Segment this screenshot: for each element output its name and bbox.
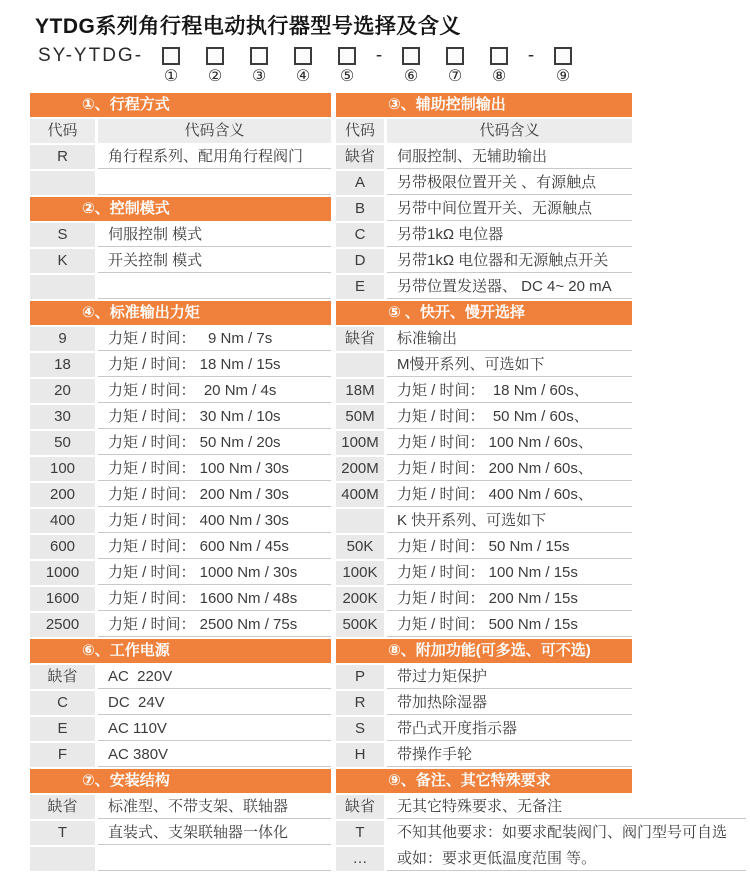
table-row [30,145,331,169]
code-cell: 18 [30,353,95,377]
model-digit-box [446,47,464,65]
code-cell: 100K [336,561,384,585]
desc-cell: AC 110V [98,717,331,741]
desc-cell: AC 220V [98,665,331,689]
model-digit-box [490,47,508,65]
desc-cell: 带操作手轮 [387,743,632,767]
table-row [336,613,632,637]
model-prefix: SY-YTDG- [38,45,144,66]
code-cell: 1000 [30,561,95,585]
desc-cell: 力矩 / 时间： 100 Nm / 15s [387,561,632,585]
table-row [30,379,331,403]
desc-cell: 伺服控制 模式 [98,223,331,247]
model-digit-slot [149,46,193,85]
table-row [30,249,331,273]
table-row [336,405,632,429]
desc-cell: 角行程系列、配用角行程阀门 [98,145,331,169]
table-row [30,821,331,845]
desc-cell: 力矩 / 时间： 18 Nm / 15s [98,353,331,377]
model-digit-box [206,47,224,65]
model-digit-slot [477,46,521,85]
desc-cell: 力矩 / 时间： 30 Nm / 10s [98,405,331,429]
code-cell: 400 [30,509,95,533]
code-cell: … [336,847,384,871]
table-row [336,353,632,377]
code-cell: 400M [336,483,384,507]
desc-cell: 力矩 / 时间： 20 Nm / 4s [98,379,331,403]
desc-cell: 开关控制 模式 [98,249,331,273]
table-row [336,223,632,247]
table-row [30,405,331,429]
code-cell: D [336,249,384,273]
section-title: ③、辅助控制输出 [388,96,506,113]
model-digit-box [338,47,356,65]
desc-cell: 力矩 / 时间： 1000 Nm / 30s [98,561,331,585]
section-title: ⑨、备注、其它特殊要求 [388,772,551,789]
desc-cell: 力矩 / 时间： 18 Nm / 60s、 [387,379,632,403]
code-cell: B [336,197,384,221]
desc-cell: K 快开系列、可选如下 [387,509,632,533]
desc-cell: 另带极限位置开关 、有源触点 [387,171,632,195]
table-row [30,327,331,351]
desc-cell: 带凸式开度指示器 [387,717,632,741]
table-row [30,743,331,767]
code-cell: T [30,821,95,845]
table-row [336,275,632,299]
desc-cell: 力矩 / 时间： 200 Nm / 15s [387,587,632,611]
desc-cell: DC 24V [98,691,331,715]
code-cell [336,353,384,377]
model-dash: - [375,45,383,66]
table-row [30,457,331,481]
desc-cell: 力矩 / 时间： 200 Nm / 60s、 [387,457,632,481]
code-cell: S [30,223,95,247]
code-cell: R [30,145,95,169]
model-digit-box [162,47,180,65]
code-cell: T [336,821,384,845]
desc-cell: 标准型、不带支架、联轴器 [98,795,331,819]
code-cell: 50 [30,431,95,455]
code-cell: 50K [336,535,384,559]
section-header-row [336,639,632,663]
section-header-row [336,301,632,325]
code-cell: C [30,691,95,715]
code-cell: 9 [30,327,95,351]
section-title: ⑥、工作电源 [82,642,170,659]
table-row [336,587,632,611]
table-row [30,223,331,247]
desc-cell [98,847,331,871]
desc-cell: 力矩 / 时间： 100 Nm / 30s [98,457,331,481]
code-cell: F [30,743,95,767]
code-cell: 缺省 [30,665,95,689]
circled-number: ⑦ [447,68,463,85]
desc-cell: 力矩 / 时间： 2500 Nm / 75s [98,613,331,637]
model-digit-slot [193,46,237,85]
code-cell: 缺省 [336,327,384,351]
code-cell: 缺省 [30,795,95,819]
code-cell: 200 [30,483,95,507]
section-title: ⑤ 、快开、慢开选择 [388,304,525,321]
meaning-column-header: 代码含义 [387,119,632,143]
table-row [30,275,331,299]
desc-cell: 不知其他要求：如要求配装阀门、阀门型号可自选 [387,821,746,845]
desc-cell: 伺服控制、无辅助输出 [387,145,632,169]
table-row [30,535,331,559]
section-header-row [30,301,331,325]
code-cell: 1600 [30,587,95,611]
desc-cell: 力矩 / 时间： 400 Nm / 30s [98,509,331,533]
code-cell: 30 [30,405,95,429]
desc-cell: 力矩 / 时间： 600 Nm / 45s [98,535,331,559]
table-row [336,665,632,689]
table-row [336,379,632,403]
desc-cell: 力矩 / 时间： 50 Nm / 60s、 [387,405,632,429]
desc-cell: 或如：要求更低温度范围 等。 [387,847,746,871]
code-column-header: 代码 [30,119,95,143]
desc-cell: 力矩 / 时间： 50 Nm / 20s [98,431,331,455]
code-cell: 20 [30,379,95,403]
table-row [336,743,632,767]
column-header-row [336,119,632,143]
code-cell [30,275,95,299]
desc-cell: 力矩 / 时间： 50 Nm / 15s [387,535,632,559]
code-cell: H [336,743,384,767]
code-cell: 200M [336,457,384,481]
code-cell: 50M [336,405,384,429]
table-row [336,535,632,559]
desc-cell [98,275,331,299]
code-cell: 600 [30,535,95,559]
desc-cell: M慢开系列、可选如下 [387,353,632,377]
table-row [30,847,331,871]
desc-cell: 力矩 / 时间： 200 Nm / 30s [98,483,331,507]
circled-number: ⑤ [339,68,355,85]
code-cell [30,171,95,195]
model-code-line [38,46,585,85]
code-cell: S [336,717,384,741]
desc-cell: 力矩 / 时间： 100 Nm / 60s、 [387,431,632,455]
desc-cell [98,171,331,195]
code-column-header: 代码 [336,119,384,143]
table-row [336,249,632,273]
model-dash: - [527,45,535,66]
section-header-row [30,93,331,117]
model-digit-box [402,47,420,65]
section-title: ⑦、安装结构 [82,772,170,789]
code-cell: 100M [336,431,384,455]
table-row [336,847,746,871]
table-row [336,431,632,455]
desc-cell: AC 380V [98,743,331,767]
desc-cell: 另带位置发送器、 DC 4~ 20 mA [387,275,632,299]
table-row [336,483,632,507]
desc-cell: 力矩 / 时间： 400 Nm / 60s、 [387,483,632,507]
code-cell: P [336,665,384,689]
model-digit-slot [541,46,585,85]
table-row [30,795,331,819]
circled-number: ⑨ [555,68,571,85]
table-row [30,171,331,195]
desc-cell: 另带1kΩ 电位器和无源触点开关 [387,249,632,273]
model-digit-slot [325,46,369,85]
model-digit-box [250,47,268,65]
code-cell: 18M [336,379,384,403]
code-cell: E [336,275,384,299]
desc-cell: 另带中间位置开关、无源触点 [387,197,632,221]
table-right-column [336,93,728,873]
code-cell [336,509,384,533]
desc-cell: 标准输出 [387,327,632,351]
desc-cell: 无其它特殊要求、无备注 [387,795,746,819]
table-row [336,509,632,533]
desc-cell: 力矩 / 时间： 1600 Nm / 48s [98,587,331,611]
code-cell: 缺省 [336,145,384,169]
code-cell: A [336,171,384,195]
model-digit-box [294,47,312,65]
section-title: ⑧、附加功能(可多选、可不选) [388,642,591,659]
table-row [336,821,746,845]
table-row [336,171,632,195]
circled-number: ④ [295,68,311,85]
table-row [30,717,331,741]
table-row [336,197,632,221]
desc-cell: 力矩 / 时间： 500 Nm / 15s [387,613,632,637]
section-title: ①、行程方式 [82,96,170,113]
table-row [336,145,632,169]
code-cell: 100 [30,457,95,481]
code-cell: 2500 [30,613,95,637]
table-row [30,613,331,637]
model-digit-box [554,47,572,65]
table-row [336,795,746,819]
code-cell: C [336,223,384,247]
code-cell: K [30,249,95,273]
table-left-column [30,93,331,873]
circled-number: ① [163,68,179,85]
table-row [30,691,331,715]
code-cell: R [336,691,384,715]
meaning-column-header: 代码含义 [98,119,331,143]
desc-cell: 直装式、支架联轴器一体化 [98,821,331,845]
model-digit-slot [433,46,477,85]
table-row [30,353,331,377]
table-row [336,327,632,351]
circled-number: ② [207,68,223,85]
desc-cell: 带过力矩保护 [387,665,632,689]
model-digit-slot [237,46,281,85]
table-row [30,561,331,585]
table-row [30,665,331,689]
table-row [336,717,632,741]
section-header-row [30,769,331,793]
code-cell: 500K [336,613,384,637]
table-row [336,561,632,585]
circled-number: ⑥ [403,68,419,85]
section-header-row [336,769,632,793]
code-cell: 缺省 [336,795,384,819]
code-cell: 200K [336,587,384,611]
section-header-row [336,93,632,117]
desc-cell: 带加热除湿器 [387,691,632,715]
model-digit-slot [389,46,433,85]
code-cell: E [30,717,95,741]
table-row [30,483,331,507]
column-header-row [30,119,331,143]
desc-cell: 力矩 / 时间： 9 Nm / 7s [98,327,331,351]
table-row [30,587,331,611]
page-title: YTDG系列角行程电动执行器型号选择及含义 [35,15,461,38]
model-selection-tables [30,93,728,873]
section-title: ②、控制模式 [82,200,170,217]
model-digit-slot [281,46,325,85]
section-header-row [30,639,331,663]
table-row [30,431,331,455]
section-title: ④、标准输出力矩 [82,304,200,321]
table-row [336,457,632,481]
code-cell [30,847,95,871]
table-row [336,691,632,715]
circled-number: ③ [251,68,267,85]
section-header-row [30,197,331,221]
desc-cell: 另带1kΩ 电位器 [387,223,632,247]
table-row [30,509,331,533]
circled-number: ⑧ [491,68,507,85]
